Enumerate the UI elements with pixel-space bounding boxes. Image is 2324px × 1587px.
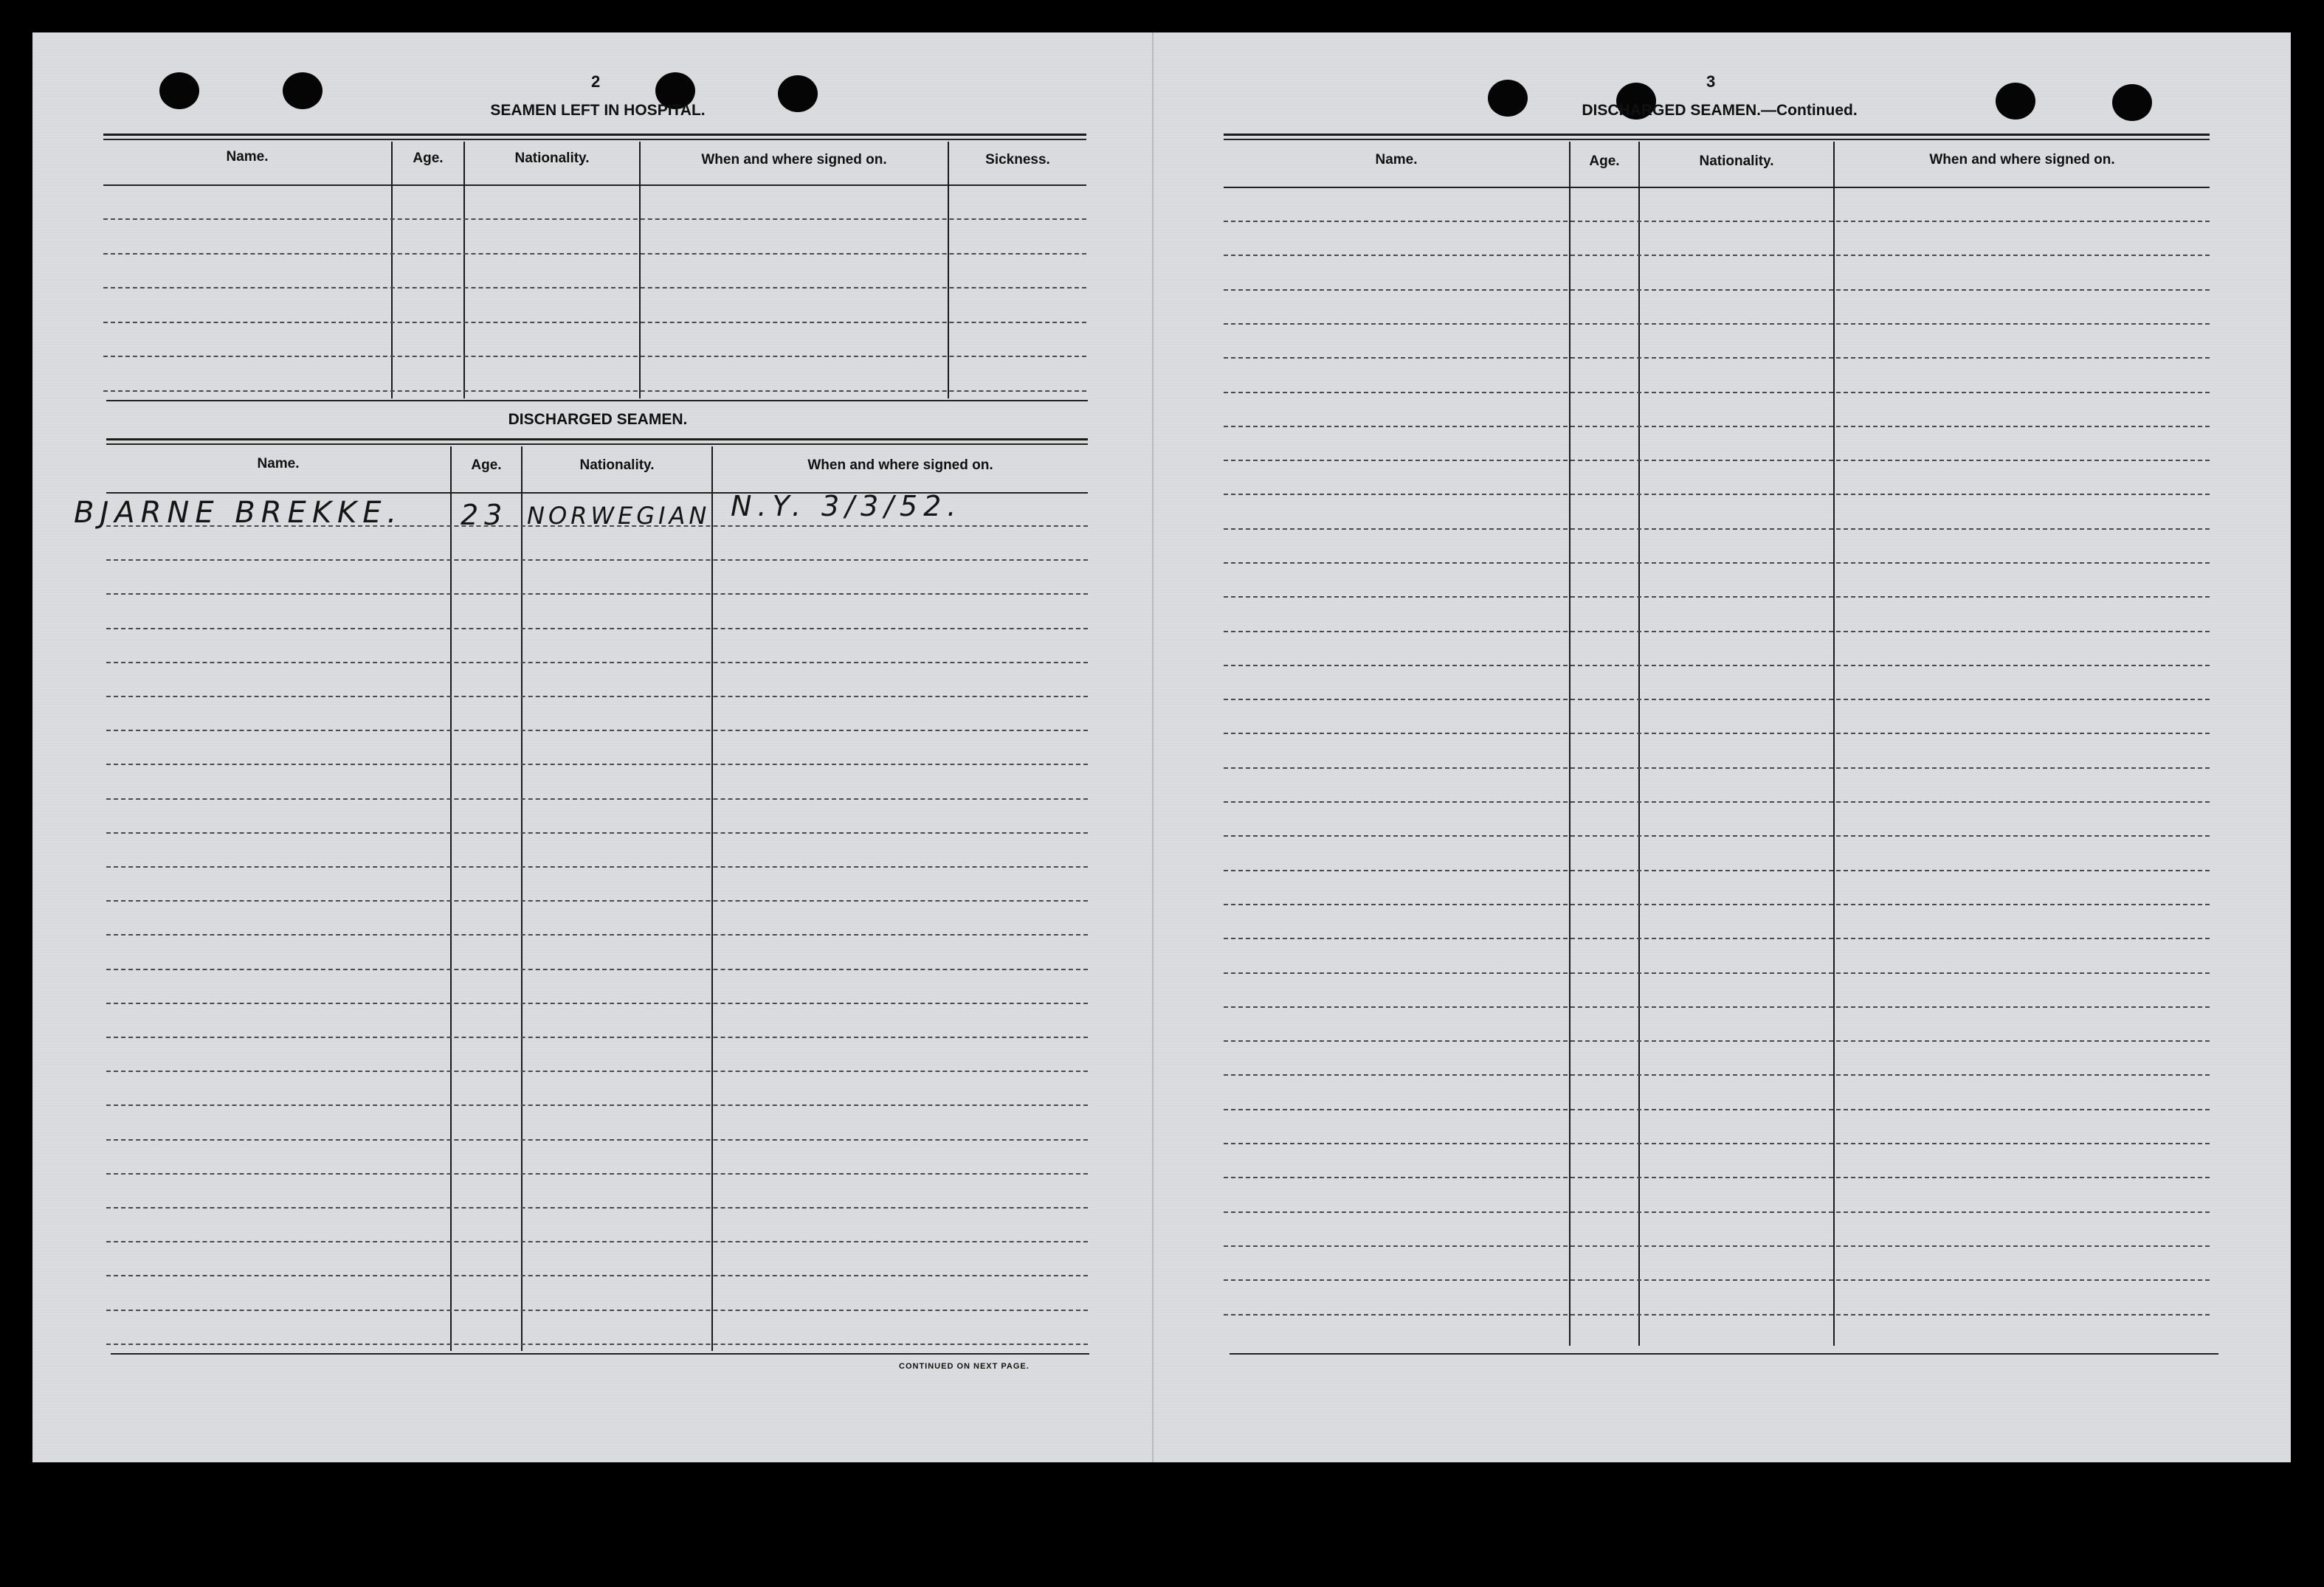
right-row-rule <box>1224 1211 2210 1213</box>
right-row-rule <box>1224 357 2210 359</box>
discharged-table-top-rule-2 <box>106 443 1088 445</box>
right-row-rule <box>1224 1040 2210 1042</box>
right-row-rule <box>1224 1006 2210 1008</box>
right-table-bottom-rule <box>1230 1353 2218 1355</box>
discharged-row-rule <box>106 1173 1088 1175</box>
right-row-rule <box>1224 1109 2210 1110</box>
right-col-divider <box>1569 142 1570 1346</box>
hospital-col-name: Name. <box>226 149 269 165</box>
page-number-right: 3 <box>1706 72 1716 91</box>
discharged-row-rule <box>106 1344 1088 1345</box>
right-table-top-rule <box>1224 134 2210 136</box>
right-col-signed-on: When and where signed on. <box>1929 152 2115 167</box>
punch-hole <box>778 75 818 112</box>
discharged-row-rule <box>106 1071 1088 1072</box>
hospital-col-divider <box>463 142 465 398</box>
discharged-row-rule <box>106 900 1088 902</box>
right-row-rule <box>1224 460 2210 461</box>
hospital-row-rule <box>103 322 1086 323</box>
page-fold <box>1152 32 1154 1462</box>
discharged-col-divider <box>711 446 713 1351</box>
hospital-col-age: Age. <box>413 151 444 166</box>
right-row-rule <box>1224 733 2210 734</box>
page-number-left: 2 <box>591 72 601 91</box>
right-row-rule <box>1224 494 2210 495</box>
discharged-row-rule <box>106 1241 1088 1242</box>
right-row-rule <box>1224 528 2210 530</box>
right-row-rule <box>1224 870 2210 871</box>
right-row-rule <box>1224 426 2210 427</box>
right-row-rule <box>1224 801 2210 803</box>
right-row-rule <box>1224 221 2210 222</box>
discharged-row-rule <box>106 1275 1088 1276</box>
right-row-rule <box>1224 972 2210 974</box>
right-row-rule <box>1224 1314 2210 1315</box>
discharged-entry-nationality: NORWEGIAN <box>527 502 711 530</box>
continued-footer: CONTINUED ON NEXT PAGE. <box>899 1362 1030 1371</box>
right-row-rule <box>1224 1177 2210 1178</box>
right-header-rule <box>1224 187 2210 188</box>
punch-hole <box>2112 84 2152 121</box>
hospital-col-nationality: Nationality. <box>514 151 590 166</box>
discharged-row-rule <box>106 1139 1088 1141</box>
hospital-section-title: SEAMEN LEFT IN HOSPITAL. <box>490 102 706 119</box>
hospital-col-signed-on: When and where signed on. <box>701 152 887 167</box>
right-row-rule <box>1224 631 2210 632</box>
discharged-table-top-rule <box>106 438 1088 440</box>
discharged-row-rule <box>106 696 1088 697</box>
hospital-row-rule <box>103 253 1086 255</box>
hospital-table-top-rule <box>103 134 1086 136</box>
discharged-col-age: Age. <box>471 457 502 473</box>
discharged-row-rule <box>106 559 1088 561</box>
discharged-section-title: DISCHARGED SEAMEN. <box>508 411 688 428</box>
hospital-col-divider <box>639 142 641 398</box>
right-col-divider <box>1833 142 1835 1346</box>
right-row-rule <box>1224 289 2210 291</box>
hospital-row-rule <box>103 390 1086 392</box>
discharged-row-rule <box>106 798 1088 800</box>
right-page-title: DISCHARGED SEAMEN.—Continued. <box>1582 102 1858 119</box>
discharged-entry-age: 23 <box>461 499 508 531</box>
hospital-col-divider <box>391 142 393 398</box>
right-row-rule <box>1224 323 2210 325</box>
discharged-row-rule <box>106 593 1088 595</box>
discharged-row-rule <box>106 1310 1088 1311</box>
discharged-row-rule <box>106 1037 1088 1038</box>
discharged-row-rule <box>106 1003 1088 1004</box>
right-row-rule <box>1224 1279 2210 1281</box>
discharged-col-signed-on: When and where signed on. <box>807 457 993 473</box>
hospital-col-divider <box>948 142 949 398</box>
discharged-col-divider <box>450 446 452 1351</box>
discharged-col-divider <box>521 446 523 1351</box>
hospital-row-rule <box>103 287 1086 288</box>
discharged-row-rule <box>106 730 1088 731</box>
discharged-row-rule <box>106 1207 1088 1209</box>
right-row-rule <box>1224 562 2210 564</box>
punch-hole <box>1488 80 1528 117</box>
right-row-rule <box>1224 1074 2210 1076</box>
discharged-entry-name: BJARNE BREKKE. <box>74 496 403 530</box>
discharged-row-rule <box>106 764 1088 765</box>
hospital-row-rule <box>103 218 1086 220</box>
discharged-col-nationality: Nationality. <box>579 457 655 473</box>
right-row-rule <box>1224 392 2210 393</box>
right-row-rule <box>1224 767 2210 769</box>
discharged-row-rule <box>106 662 1088 663</box>
punch-hole <box>283 72 323 109</box>
hospital-row-rule <box>103 356 1086 357</box>
right-row-rule <box>1224 1245 2210 1247</box>
right-row-rule <box>1224 938 2210 939</box>
discharged-table-bottom-rule <box>111 1353 1089 1355</box>
discharged-row-rule <box>106 1104 1088 1106</box>
hospital-col-sickness: Sickness. <box>985 152 1050 167</box>
punch-hole <box>159 72 199 109</box>
right-col-divider <box>1638 142 1640 1346</box>
discharged-col-name: Name. <box>257 456 300 471</box>
hospital-table-bottom-rule <box>106 400 1088 401</box>
right-table-top-rule-2 <box>1224 139 2210 140</box>
discharged-row-rule <box>106 969 1088 970</box>
discharged-row-rule <box>106 832 1088 834</box>
hospital-header-rule <box>103 184 1086 186</box>
discharged-row-rule <box>106 934 1088 936</box>
right-row-rule <box>1224 596 2210 598</box>
document-sheet <box>32 32 2291 1462</box>
hospital-table-top-rule-2 <box>103 139 1086 140</box>
right-col-name: Name. <box>1375 152 1418 167</box>
discharged-entry-signed-on: N.Y. 3/3/52. <box>731 490 962 522</box>
punch-hole <box>1996 83 2035 120</box>
right-row-rule <box>1224 699 2210 700</box>
right-row-rule <box>1224 665 2210 666</box>
right-row-rule <box>1224 835 2210 837</box>
discharged-row-rule <box>106 866 1088 868</box>
right-row-rule <box>1224 1143 2210 1144</box>
discharged-row-rule <box>106 628 1088 629</box>
right-col-nationality: Nationality. <box>1699 153 1774 169</box>
right-row-rule <box>1224 904 2210 905</box>
right-col-age: Age. <box>1589 153 1620 169</box>
right-row-rule <box>1224 255 2210 256</box>
